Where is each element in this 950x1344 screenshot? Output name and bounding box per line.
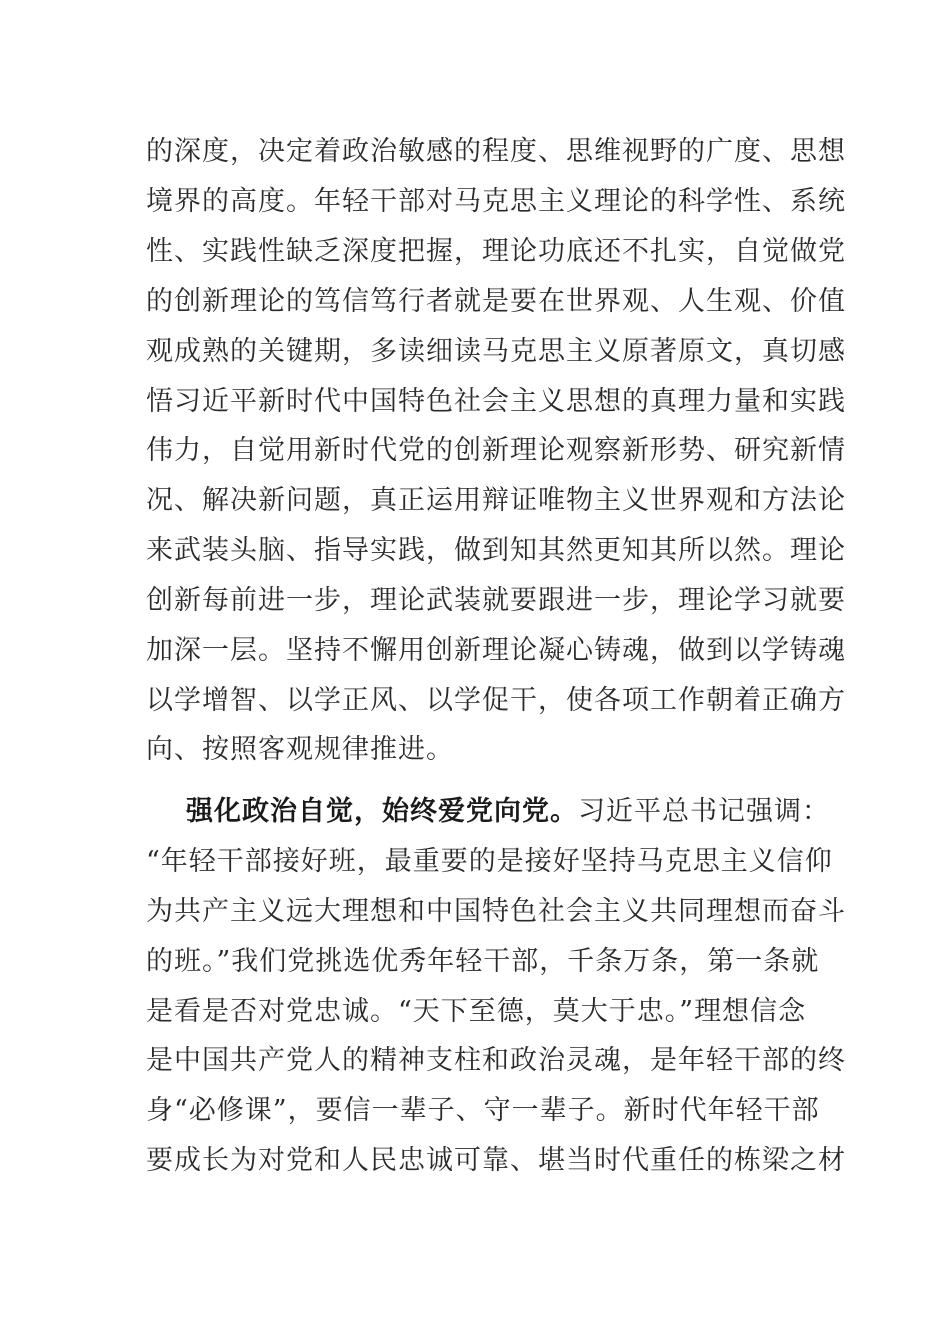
paragraph1-line-8: 况、解决新问题，真正运用辩证唯物主义世界观和方法论 (146, 485, 846, 516)
paragraph1-line-4: 的创新理论的笃信笃行者就是要在世界观、人生观、价值 (146, 286, 846, 317)
paragraph1-line-6: 悟习近平新时代中国特色社会主义思想的真理力量和实践 (146, 386, 846, 417)
paragraph2-line-6: 是中国共产党人的精神支柱和政治灵魂，是年轻干部的终 (146, 1045, 846, 1076)
paragraph2-heading: 强化政治自觉，始终爱党向党。 (186, 796, 578, 827)
paragraph1-line-1: 的深度，决定着政治敏感的程度、思维视野的广度、思想 (146, 136, 846, 167)
paragraph1-line-3: 性、实践性缺乏深度把握，理论功底还不扎实，自觉做党 (146, 236, 846, 267)
paragraph1-line-5: 观成熟的关键期，多读细读马克思主义原著原文，真切感 (146, 336, 846, 367)
paragraph1-line-13: 向、按照客观规律推进。 (146, 734, 454, 765)
paragraph2-line-4: 的班。”我们党挑选优秀年轻干部，千条万条，第一条就 (146, 946, 820, 977)
paragraph1-line-9: 来武装头脑、指导实践，做到知其然更知其所以然。理论 (146, 535, 846, 566)
paragraph1-line-10: 创新每前进一步，理论武装就要跟进一步，理论学习就要 (146, 585, 846, 616)
paragraph1-line-12: 以学增智、以学正风、以学促干，使各项工作朝着正确方 (146, 685, 846, 716)
paragraph1-line-11: 加深一层。坚持不懈用创新理论凝心铸魂，做到以学铸魂 (146, 635, 846, 666)
paragraph1-line-2: 境界的高度。年轻干部对马克思主义理论的科学性、系统 (146, 186, 846, 217)
paragraph2-line-1 (186, 786, 830, 837)
paragraph1-line-7: 伟力，自觉用新时代党的创新理论观察新形势、研究新情 (146, 435, 846, 466)
paragraph2-line-2: “年轻干部接好班，最重要的是接好坚持马克思主义信仰 (146, 846, 833, 877)
paragraph2-line-3: 为共产主义远大理想和中国特色社会主义共同理想而奋斗 (146, 896, 846, 927)
paragraph2-line-5: 是看是否对党忠诚。“天下至德，莫大于忠。”理想信念 (146, 996, 807, 1027)
paragraph2-first-line-rest: 习近平总书记强调： (578, 796, 830, 827)
paragraph2-line-7: 身“必修课”，要信一辈子、守一辈子。新时代年轻干部 (146, 1095, 820, 1126)
paragraph2-line-8: 要成长为对党和人民忠诚可靠、堪当时代重任的栋梁之材 (146, 1145, 846, 1176)
